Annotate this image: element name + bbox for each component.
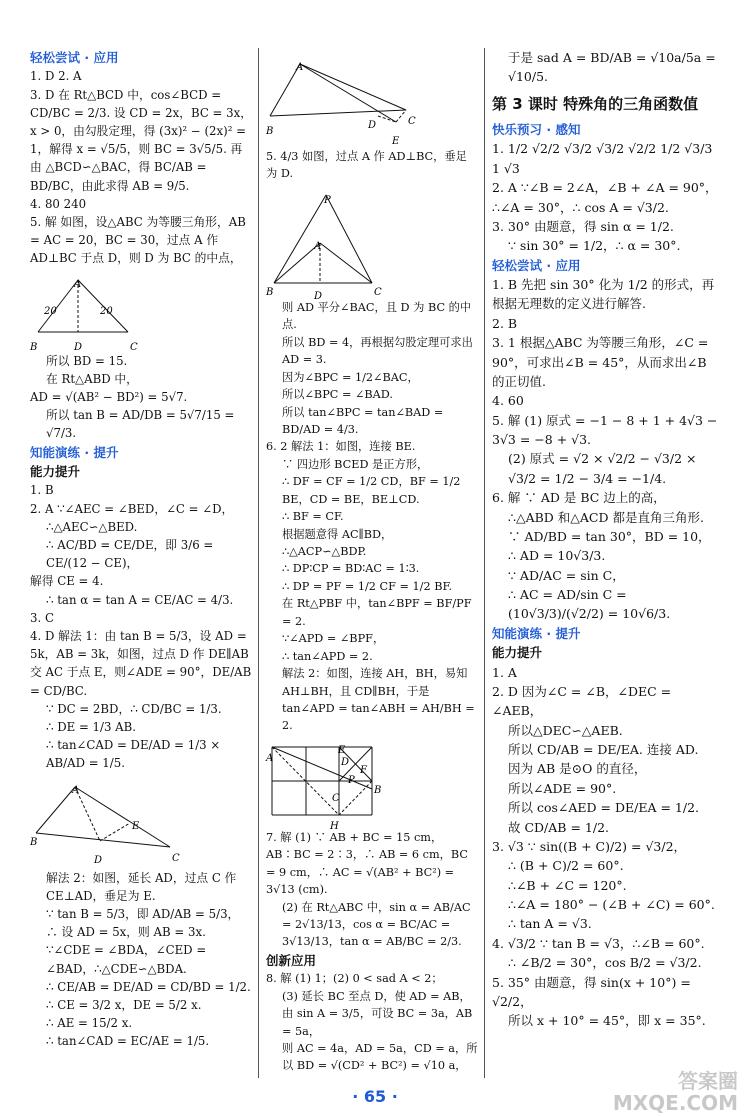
figure-label: B [266, 286, 274, 298]
answer-line: ∴∠A = 180° − (∠B + ∠C) = 60°. ∴ tan A = √3. [508, 897, 715, 932]
answer-line: 根据题意得 AC∥BD， [282, 527, 393, 541]
answer-line: ∴ AC/BD = CE/DE，即 3/6 = CE/(12 − CE)， [46, 537, 214, 571]
figure-line [36, 833, 170, 847]
page-number: · 65 · [352, 1087, 398, 1106]
answer-line: 所以 BD = 4，再根据勾股定理可求出 AD = 3. [282, 335, 473, 367]
answer-line: ∵ DC = 2BD，∴ CD/BC = 1/3. [46, 701, 222, 716]
figure-label: D [94, 854, 103, 866]
geometry-figure-tri5top [266, 52, 416, 147]
geometry-figure-iso [30, 272, 160, 353]
figure-label: B [30, 836, 38, 848]
column-divider [484, 48, 485, 1078]
figure-label: C [408, 116, 416, 127]
answer-line: 7. 解 (1) ∵ AB + BC = 15 cm，AB∶BC = 2∶3，∴ AB = 6 cm，BC = 9 cm，∴ AC = √(AB² + BC²) = 3√13 (cm). [266, 830, 468, 897]
figure-label: D [368, 120, 377, 131]
section-heading: 轻松尝试 · 应用 [30, 50, 119, 65]
answer-line: ∴ ∠B/2 = 30°，cos B/2 = √3/2. [508, 955, 702, 971]
answer-line: 于是 sad A = BD/AB = √10a/5a = √10/5. [508, 50, 716, 85]
figure-dashed-line [100, 823, 130, 841]
answer-line: ∵ AD/AC = sin C， [508, 567, 625, 583]
figure-dashed-line [339, 781, 372, 815]
section-heading: 知能演练 · 提升 [30, 444, 119, 460]
answer-line: ∵ tan B = 5/3，即 AD/AB = 5/3， [46, 907, 240, 922]
answer-line: 6. 解 ∵ AD 是 BC 边上的高， [492, 490, 666, 506]
answer-line: 所以∠BPC = ∠BAD. [282, 388, 393, 402]
answer-line: 2. D 因为∠C = ∠B，∠DEC = ∠AEB， [492, 683, 672, 719]
answer-line: ∴ DP = PF = 1/2 CF = 1/2 BF. [282, 579, 453, 593]
figure-label: C [332, 792, 340, 804]
answer-line: 在 Rt△PBF 中，tan∠BPF = BF/PF = 2. [282, 597, 472, 628]
answer-line: ∴ AD = 10√3/3. [508, 548, 606, 564]
answer-line: 4. 80 240 [30, 196, 87, 211]
answer-line: 3. 30° 由题意，得 sin α = 1/2. [492, 218, 674, 234]
answer-line: ∴ AC = AD/sin C = (10√3/3)/(√2/2) = 10√6/3. [508, 587, 671, 622]
answer-line: ∴ tan∠CAD = EC/AE = 1/5. [46, 1034, 210, 1049]
answer-line: ∴△ABD 和△ACD 都是直角三角形. ∵ AD/BD = tan 30°，BD = 10， [508, 509, 711, 544]
figure-label: A [266, 752, 274, 764]
figure-line [272, 744, 372, 789]
answer-line: 所以△DEC∽△AEB. [508, 722, 623, 738]
answer-line: 5. 4/3 如图，过点 A 作 AD⊥BC，垂足为 D. [266, 150, 467, 181]
figure-label: A [72, 784, 80, 796]
answer-line: ∴ AE = 15/2 x. [46, 1016, 133, 1031]
answer-line: 5. 解 (1) 原式 = −1 − 8 + 1 + 4√3 − 3√3 = −8 + √3. [492, 412, 718, 447]
answer-line: ∴ BF = CF. [282, 510, 344, 524]
figure-label: C [130, 341, 138, 353]
answer-line: 8. 解 (1) 1；(2) 0 < sad A < 2； [266, 972, 443, 986]
answer-line: (2) 原式 = √2 × √2/2 − √3/2 × √3/2 = 1/2 − 3/4 = −1/4. [508, 451, 697, 486]
answer-line: 2. A ∵∠B = 2∠A，∠B + ∠A = 90°，∴∠A = 30°，∴ cos A = √3/2. [492, 180, 718, 215]
figure-line [270, 110, 406, 116]
answer-line: (3) 延长 BC 至点 D，使 AD = AB，由 sin A = 3/5，可设 BC = 3a，AB = 5a， [282, 989, 473, 1038]
figure-line [75, 787, 170, 847]
answer-line: 1. B [30, 483, 54, 498]
answer-line: 3. √3 ∵ sin((B + C)/2) = √3/2， [492, 838, 687, 854]
answer-line: 解得 CE = 4. [30, 574, 104, 589]
column-divider [258, 48, 259, 1078]
answer-line: 在 Rt△ABD 中， [46, 371, 138, 386]
answer-line: ∴△AEC∽△BED. [46, 519, 138, 534]
geometry-figure-grid6 [266, 739, 386, 832]
answer-line: 3. C [30, 610, 54, 625]
answer-line: 解法 2：如图，延长 AD，过点 C 作 CE⊥AD，垂足为 E. [46, 870, 237, 903]
figure-label: C [172, 852, 180, 864]
answer-line: 所以 BD = 15. [46, 353, 128, 368]
figure-label: B [30, 341, 38, 353]
figure-line [326, 195, 372, 283]
answer-line: ∵∠CDE = ∠BDA，∠CED = ∠BAD，∴△CDE∽△BDA. [46, 943, 207, 976]
answer-line: ∴ (B + C)/2 = 60°. [508, 858, 624, 874]
answer-line: 所以 x + 10° = 45°，即 x = 35°. [508, 1013, 706, 1029]
figure-line [300, 64, 396, 122]
answer-line: ∴ tan∠CAD = DE/AD = 1/3 × AB/AD = 1/5. [46, 738, 221, 771]
answer-line: 1. D 2. A [30, 69, 82, 84]
answer-line: ∵∠APD = ∠BPF， [282, 632, 385, 646]
answer-line: 4. D 解法 1：由 tan B = 5/3，设 AD = 5k，AB = 3k，如图，过点 D 作 DE∥AB 交 AC 于点 E，则∠ADE = 90°，DE/AB = CD/BC. [30, 629, 252, 698]
answer-line: (2) 在 Rt△ABC 中，sin α = AB/AC = 2√13/13，cos α = BC/AC = 3√13/13，tan α = AB/BC = 2/3. [282, 900, 471, 949]
section-heading: 知能演练 · 提升 [492, 625, 581, 641]
answer-column-middle [266, 48, 478, 1075]
geometry-figure-tri4 [30, 777, 190, 865]
figure-line [36, 787, 75, 833]
answer-line: ∵ 四边形 BCED 是正方形， [282, 457, 429, 471]
answer-line: ∵ sin 30° = 1/2，∴ α = 30°. [508, 238, 681, 254]
answer-line: ∴ DF = CF = 1/2 CD，BF = 1/2 BE，CD = BE，BE⊥CD. [282, 475, 461, 506]
figure-label: P [348, 774, 355, 786]
figure-label: E [132, 820, 140, 832]
figure-line [274, 195, 326, 283]
figure-label: A [74, 278, 82, 290]
answer-line: 则 AD 平分∠BAC，且 D 为 BC 的中点. [282, 300, 472, 332]
answer-line: ∴ tan∠APD = 2. [282, 649, 373, 663]
answer-line: ∴ DP∶CP = BD∶AC = 1∶3. [282, 562, 420, 576]
figure-dashed-line [396, 110, 406, 122]
lesson-title: 第 3 课时 特殊角的三角函数值 [492, 94, 699, 113]
answer-line: 4. √3/2 ∵ tan B = √3，∴∠B = 60°. [492, 935, 705, 951]
subsection-heading: 能力提升 [492, 645, 543, 661]
answer-line: ∴ CE/AB = DE/AD = CD/BD = 1/2. [46, 979, 251, 994]
figure-line [320, 243, 372, 283]
answer-line: 因为 AB 是⊙O 的直径， [508, 761, 647, 777]
figure-label: C [374, 286, 382, 298]
answer-line: 4. 60 [492, 393, 524, 409]
answer-line: 因为∠BPC = 1/2∠BAC， [282, 370, 419, 384]
answer-line: 2. B [492, 315, 518, 331]
subsection-heading: 创新应用 [266, 952, 317, 968]
answer-line: 3. 1 根据△ABC 为等腰三角形，∠C = 90°，可求出∠B = 45°，从而求出∠B 的正切值. [492, 335, 709, 389]
answer-line: 所以 tan∠BPC = tan∠BAD = BD/AD = 4/3. [282, 405, 444, 436]
figure-label: 20 [100, 305, 113, 317]
figure-label: H [330, 820, 339, 832]
answer-line: ∴∠B + ∠C = 120°. [508, 877, 627, 893]
figure-label: E [338, 744, 346, 756]
figure-label: E [392, 136, 400, 147]
figure-label: 20 [44, 305, 57, 317]
figure-label: P [324, 194, 331, 206]
answer-line: ∴ tan α = tan A = CE/AC = 4/3. [46, 592, 234, 607]
answer-line: ∴ DE = 1/3 AB. [46, 720, 137, 735]
section-heading: 轻松尝试 · 应用 [492, 257, 581, 273]
section-heading: 快乐预习 · 感知 [492, 122, 581, 137]
subsection-heading: 能力提升 [30, 464, 81, 479]
answer-line: ∴ 设 AD = 5x，则 AB = 3x. [46, 925, 206, 940]
figure-label: B [266, 126, 274, 137]
answer-line: 1. B 先把 sin 30° 化为 1/2 的形式，再根据无理数的定义进行解答. [492, 277, 715, 312]
figure-label: A [296, 62, 304, 73]
figure-label: D [314, 290, 323, 302]
answer-line: 1. 1/2 √2/2 √3/2 √3/2 √2/2 1/2 √3/3 1 √3 [492, 141, 713, 176]
answer-line: 所以∠ADE = 90°. [508, 780, 617, 796]
answer-column-right [492, 48, 720, 1031]
answer-line: ∴△ACP∽△BDP. [282, 545, 367, 558]
geometry-figure-tri5 [266, 187, 416, 302]
answer-line: 所以 cos∠AED = DE/EA = 1/2. [508, 800, 700, 816]
answer-line: AD = √(AB² − BD²) = 5√7. [30, 390, 188, 405]
watermark-logo: 答案圈 MXQE.COM [612, 1069, 738, 1115]
figure-line [300, 64, 406, 110]
answer-column-left [30, 48, 252, 1051]
answer-line: 3. D 在 Rt△BCD 中，cos∠BCD = CD/BC = 2/3. 设 CD = 2x，BC = 3x，x > 0，由勾股定理，得 (3x)² − (2x)² = 1，解得 x = √5/5，则 BC = 3√5/5. 再由 △BCD∽△BAC，得 BC/AB = BD/BC，由此求得 AB = 9/5. [30, 87, 252, 193]
figure-label: B [374, 784, 382, 796]
answer-line: 5. 35° 由题意，得 sin(x + 10°) = √2/2， [492, 974, 691, 1009]
figure-label: A [314, 240, 322, 252]
answer-line: 5. 解 如图，设△ABC 为等腰三角形，AB = AC = 20，BC = 30，过点 A 作 AD⊥BC 于点 D，则 D 为 BC 的中点， [30, 215, 246, 266]
figure-label: F [360, 764, 367, 776]
answer-line: 6. 2 解法 1：如图，连接 BE. [266, 440, 416, 454]
answer-line: ∴ CE = 3/2 x，DE = 5/2 x. [46, 998, 202, 1013]
answer-line: 所以 CD/AB = DE/EA. 连接 AD. [508, 742, 699, 757]
answer-line: 1. A [492, 664, 517, 680]
figure-label: D [341, 756, 350, 768]
answer-line: 则 AC = 4a，AD = 5a，CD = a，所以 BD = √(CD² + BC²) = √10 a， [282, 1042, 478, 1073]
answer-line: 所以 tan B = AD/DB = 5√7/15 = √7/3. [46, 408, 235, 441]
answer-line: 解法 2：如图，连接 AH，BH，易知 AH⊥BH，且 CD∥BH，于是 tan∠APD = tan∠ABH = AH/BH = 2. [282, 667, 475, 733]
answer-line: 故 CD/AB = 1/2. [508, 819, 609, 835]
answer-line: 2. A ∵∠AEC = ∠BED，∠C = ∠D， [30, 501, 234, 516]
figure-label: D [74, 341, 83, 353]
